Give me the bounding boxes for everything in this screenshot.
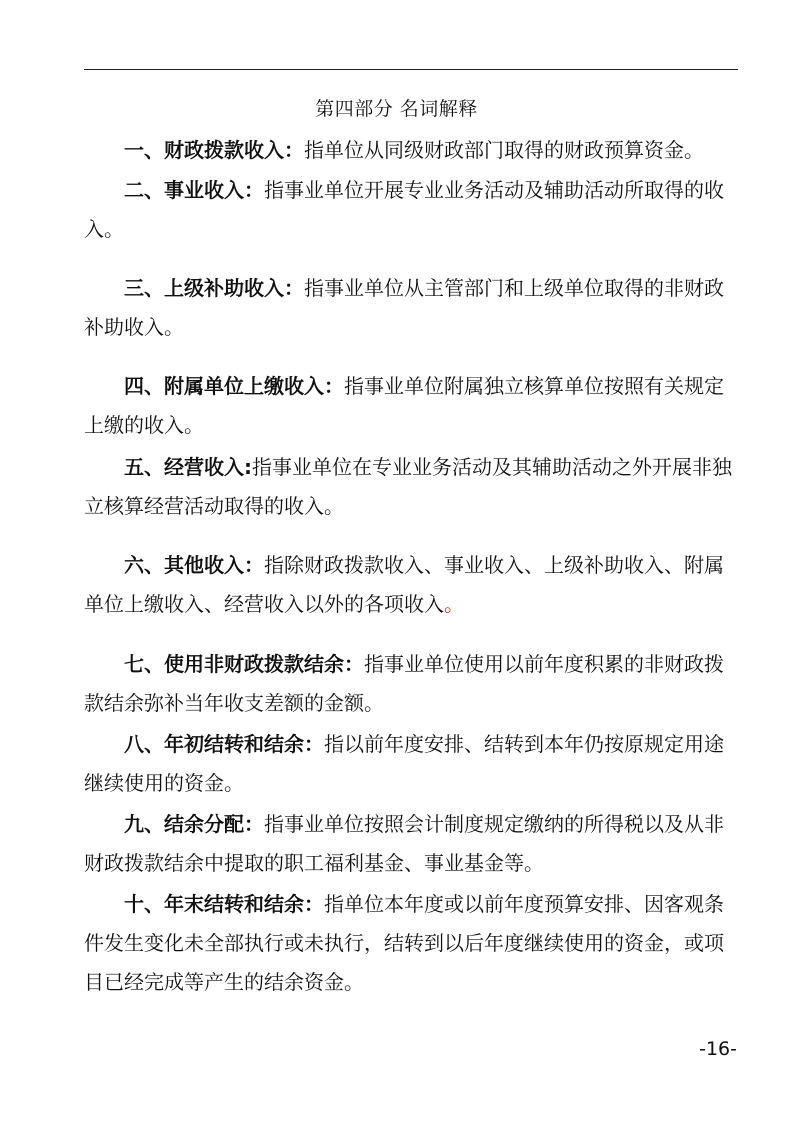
- definition-item: [84, 725, 738, 803]
- term-separator: ：: [304, 732, 324, 756]
- term-label: 二、事业收入: [124, 178, 244, 202]
- term-label: 九、结余分配: [124, 812, 244, 836]
- definition-item: [84, 645, 738, 723]
- term-separator: ：: [304, 892, 324, 916]
- term-label: 六、其他收入: [124, 553, 244, 577]
- term-separator: ：: [244, 178, 264, 202]
- term-separator: ：: [244, 812, 264, 836]
- definition-item: [84, 171, 738, 249]
- definition-text: 指事业单位从主管部门和上级单位取得的非财政补助收入。: [84, 276, 724, 339]
- term-label: 五、经营收入: [124, 455, 244, 479]
- definition-text: 指事业单位在专业业务活动及其辅助活动之外开展非独立核算经营活动取得的收入。: [84, 455, 732, 518]
- term-label: 八、年初结转和结余: [124, 732, 304, 756]
- term-label: 七、使用非财政拨款结余: [124, 652, 344, 676]
- definition-item: [84, 885, 738, 1002]
- term-label: 四、附属单位上缴收入: [124, 374, 324, 398]
- definition-text: 指单位本年度或以前年度预算安排、因客观条件发生变化未全部执行或未执行，结转到以后年度继续使用的资金，或项目已经完成等产生的结余资金。: [84, 892, 724, 994]
- definition-item: [84, 805, 738, 883]
- definition-text: 指事业单位按照会计制度规定缴纳的所得税以及从非财政拨款结余中提取的职工福利基金、事业基金等。: [84, 812, 724, 875]
- definition-item: [84, 269, 738, 347]
- term-label: 十、年末结转和结余: [124, 892, 304, 916]
- term-separator: ：: [324, 374, 344, 398]
- red-period: 。: [444, 592, 464, 616]
- term-separator: ：: [344, 652, 364, 676]
- term-separator: ：: [284, 138, 304, 162]
- definition-item: [84, 131, 738, 170]
- term-label: 一、财政拨款收入: [124, 138, 284, 162]
- definition-text: 指事业单位开展专业业务活动及辅助活动所取得的收入。: [84, 178, 724, 241]
- header-rule: [84, 69, 738, 70]
- definition-item: [84, 546, 738, 624]
- page-number: -16-: [699, 1038, 737, 1060]
- definition-text: 指以前年度安排、结转到本年仍按原规定用途继续使用的资金。: [84, 732, 724, 795]
- definition-text: 指事业单位使用以前年度积累的非财政拨款结余弥补当年收支差额的金额。: [84, 652, 724, 715]
- definition-text: 指事业单位附属独立核算单位按照有关规定上缴的收入。: [84, 374, 724, 437]
- definition-text: 指单位从同级财政部门取得的财政预算资金。: [304, 138, 704, 162]
- definition-item: [84, 367, 738, 445]
- definition-item: [84, 448, 738, 526]
- term-label: 三、上级补助收入: [124, 276, 284, 300]
- term-separator: ：: [284, 276, 304, 300]
- term-separator: ：: [244, 553, 264, 577]
- definition-text: 指除财政拨款收入、事业收入、上级补助收入、附属单位上缴收入、经营收入以外的各项收入: [84, 553, 724, 616]
- page-title: 第四部分 名词解释: [315, 98, 478, 120]
- term-separator: :: [244, 455, 252, 479]
